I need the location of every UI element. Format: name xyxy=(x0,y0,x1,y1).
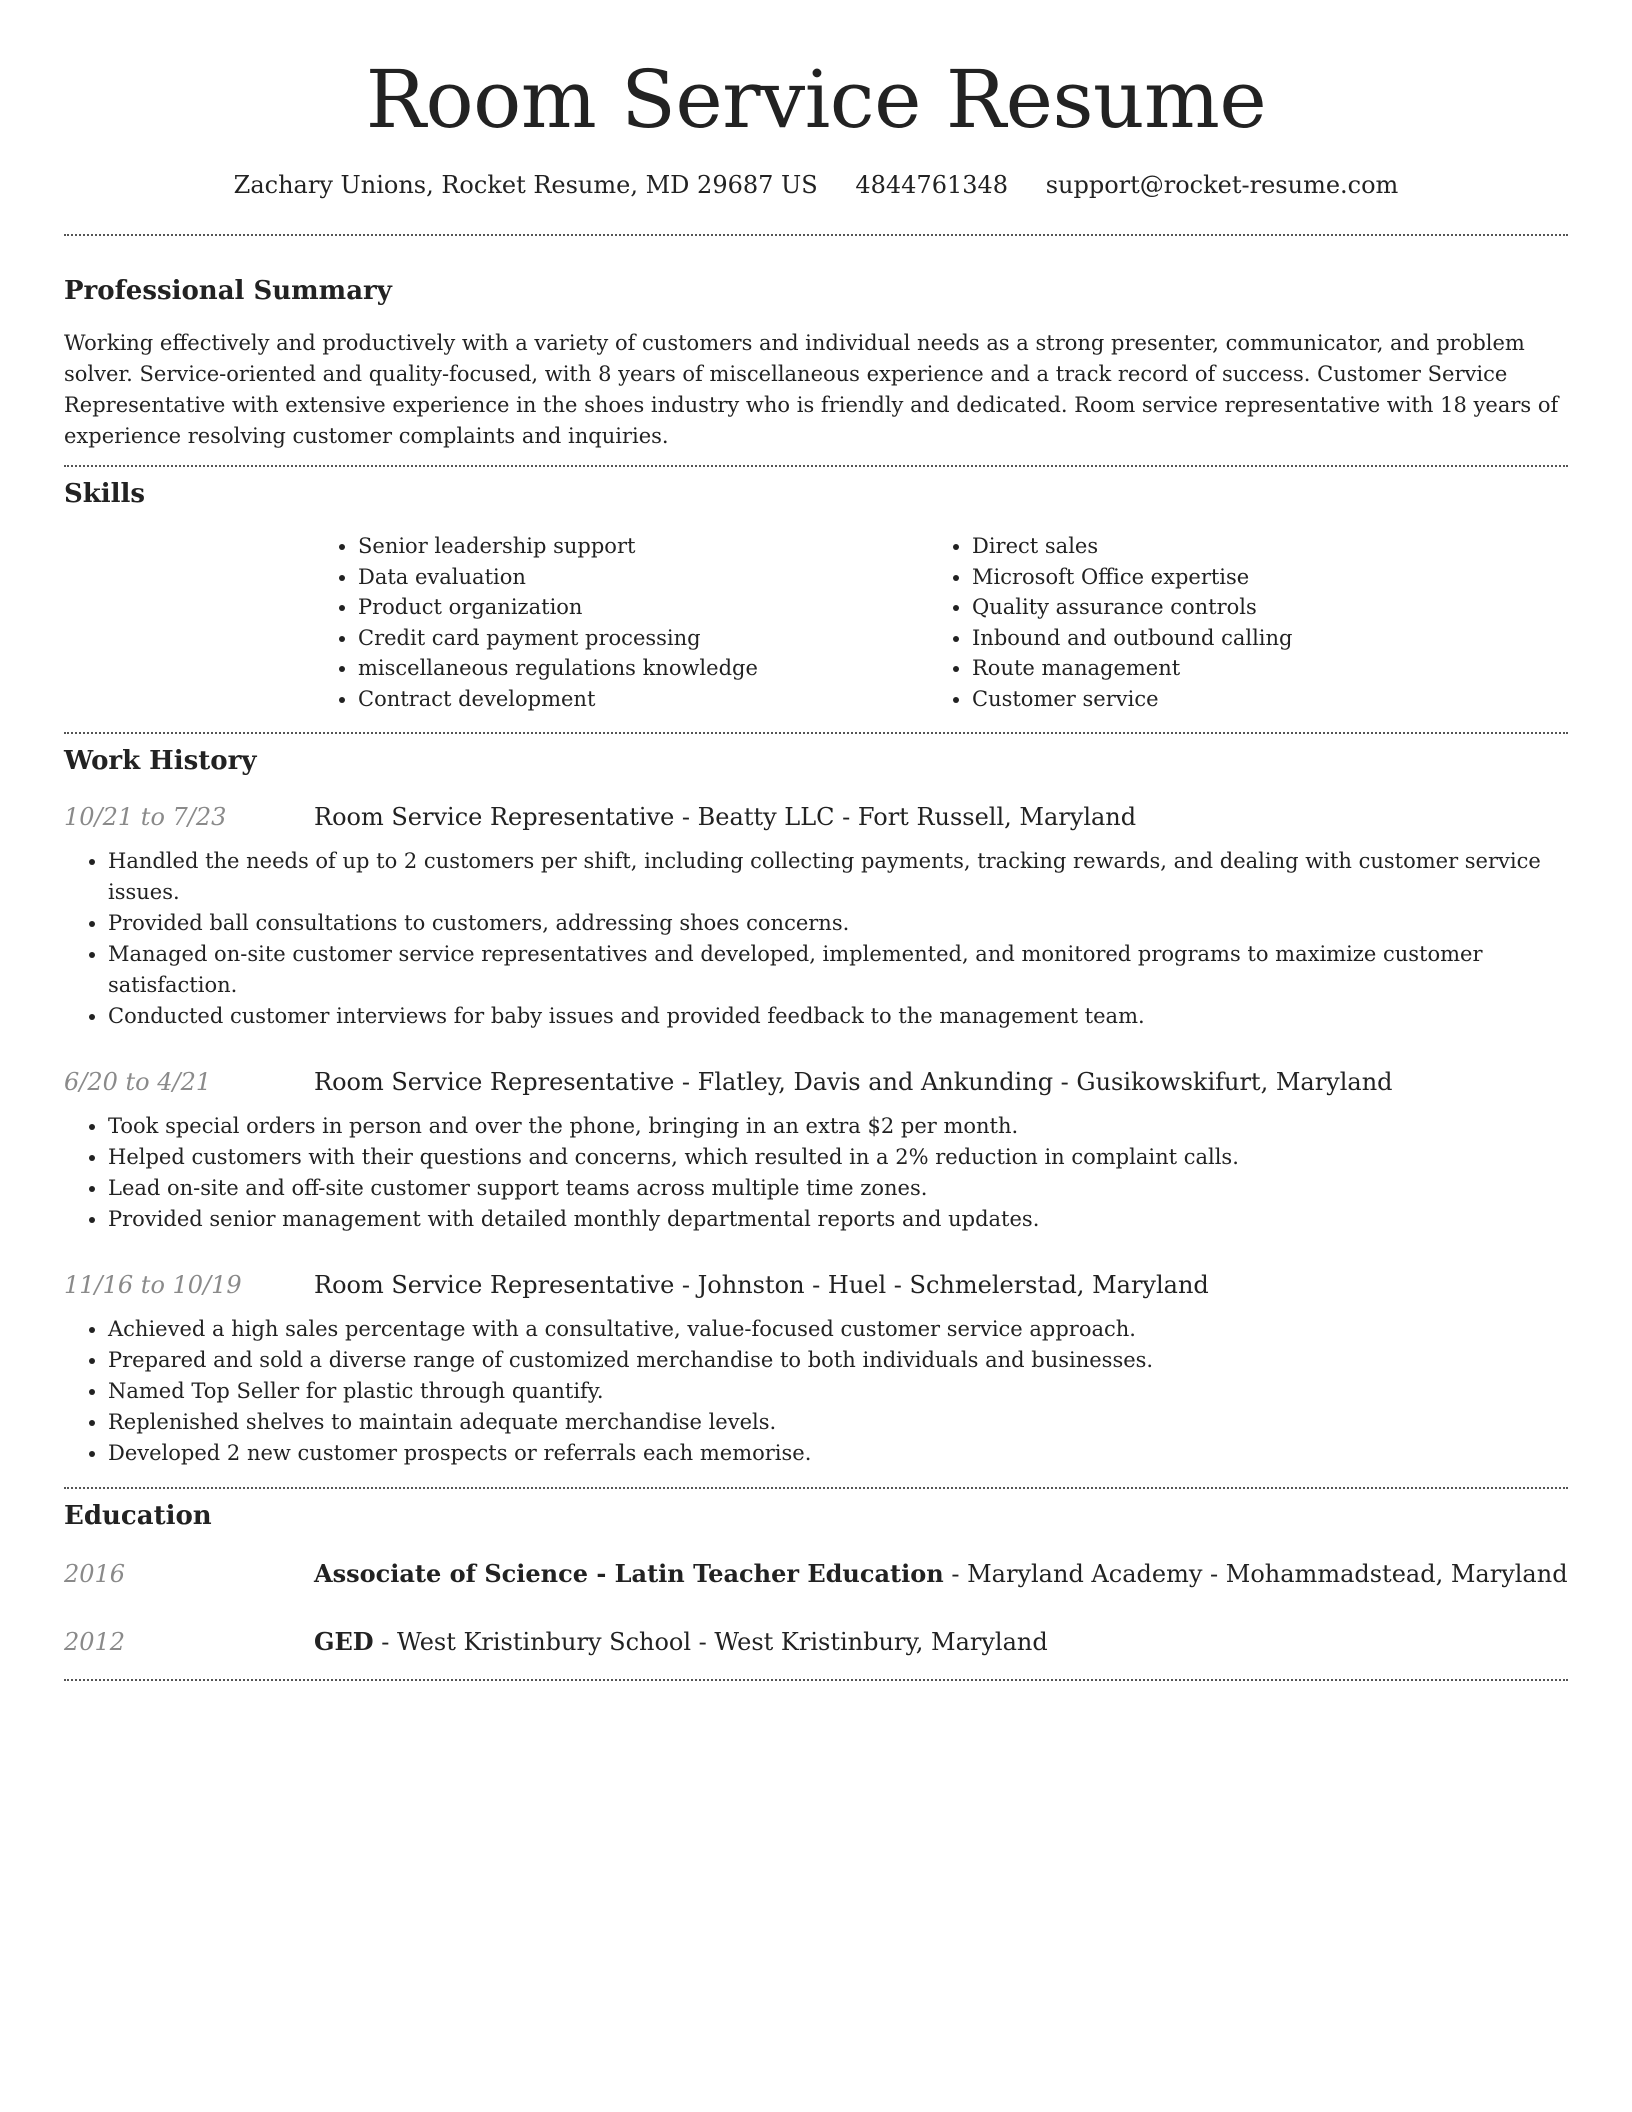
education-entry xyxy=(64,1557,1568,1591)
job-bullet: • Took special orders in person and over the phone, bringing in an extra $2 per month. xyxy=(108,1111,1568,1142)
job-entry xyxy=(64,1065,1568,1235)
resume-title: Room Service Resume xyxy=(365,53,1267,146)
education-heading: Education xyxy=(64,1501,212,1531)
job-bullet: • Provided senior management with detailed monthly departmental reports and updates. xyxy=(108,1204,1568,1235)
job-dates: 10/21 to 7/23 xyxy=(64,803,227,831)
job-dates: 11/16 to 10/19 xyxy=(64,1271,242,1299)
contact-phone: 4844761348 xyxy=(855,171,1009,199)
job-bullet: • Handled the needs of up to 2 customers per shift, including collecting payments, tracking rewards, and dealing with customer service issues. xyxy=(108,846,1568,908)
skill-item: • Route management xyxy=(972,653,1542,684)
skill-item: • miscellaneous regulations knowledge xyxy=(358,653,928,684)
divider xyxy=(64,732,1568,734)
job-bullet: • Managed on-site customer service representatives and developed, implemented, and monitored programs to maximize customer satisfaction. xyxy=(108,939,1568,1001)
job-bullet: • Replenished shelves to maintain adequate merchandise levels. xyxy=(108,1407,1568,1438)
skill-item: • Credit card payment processing xyxy=(358,623,928,654)
divider xyxy=(64,465,1568,467)
job-bullet: • Lead on-site and off-site customer support teams across multiple time zones. xyxy=(108,1173,1568,1204)
job-entry xyxy=(64,1268,1568,1469)
divider xyxy=(64,1487,1568,1489)
education-entry xyxy=(64,1625,1568,1659)
work-section xyxy=(64,744,1568,1469)
skill-item: • Inbound and outbound calling xyxy=(972,623,1542,654)
summary-heading: Professional Summary xyxy=(64,276,392,306)
job-bullet: • Helped customers with their questions and concerns, which resulted in a 2% reduction in complaint calls. xyxy=(108,1142,1568,1173)
education-year: 2016 xyxy=(64,1560,126,1588)
summary-text: Working effectively and productively with a variety of customers and individual needs as a strong presenter, communicator, and problem solver. Service-oriented and quality-focused, with 8 years of miscellaneous experience and a track record of success. Customer Service Representative with extensive experience in the shoes industry who is friendly and dedicated. Room service representative with 18 years of experience resolving customer complaints and inquiries. xyxy=(64,331,1559,448)
skills-column-right xyxy=(928,531,1542,714)
contact-email[interactable]: support@rocket-resume.com xyxy=(1045,171,1399,199)
contact-line xyxy=(64,168,1568,202)
skills-list xyxy=(314,531,1568,714)
skill-item: • Data evaluation xyxy=(358,562,928,593)
skills-section xyxy=(64,477,1568,714)
skill-item: • Contract development xyxy=(358,684,928,715)
job-bullet: • Named Top Seller for plastic through quantify. xyxy=(108,1376,1568,1407)
job-bullet: • Provided ball consultations to customers, addressing shoes concerns. xyxy=(108,908,1568,939)
skills-heading: Skills xyxy=(64,479,146,509)
education-year: 2012 xyxy=(64,1628,126,1656)
summary-section xyxy=(64,274,1568,452)
job-bullet: • Developed 2 new customer prospects or referrals each memorise. xyxy=(108,1438,1568,1469)
education-school: - Maryland Academy - Mohammadstead, Maryland xyxy=(943,1560,1568,1588)
skill-item: • Senior leadership support xyxy=(358,531,928,562)
job-bullet: • Conducted customer interviews for baby issues and provided feedback to the management team. xyxy=(108,1001,1568,1032)
education-degree: GED xyxy=(314,1627,374,1656)
job-bullets xyxy=(64,1111,1568,1235)
job-title: Room Service Representative - Beatty LLC - Fort Russell, Maryland xyxy=(314,803,1137,831)
resume-page xyxy=(64,0,1568,1681)
education-section xyxy=(64,1499,1568,1659)
job-entry xyxy=(64,800,1568,1032)
work-heading: Work History xyxy=(64,746,257,776)
contact-address: Zachary Unions, Rocket Resume, MD 29687 US xyxy=(233,171,818,199)
skill-item: • Direct sales xyxy=(972,531,1542,562)
divider xyxy=(64,1679,1568,1681)
education-degree: Associate of Science - Latin Teacher Education xyxy=(314,1559,944,1588)
job-bullet: • Prepared and sold a diverse range of customized merchandise to both individuals and businesses. xyxy=(108,1345,1568,1376)
job-bullets xyxy=(64,1314,1568,1469)
skill-item: • Quality assurance controls xyxy=(972,592,1542,623)
job-title: Room Service Representative - Flatley, Davis and Ankunding - Gusikowskifurt, Maryland xyxy=(314,1068,1393,1096)
job-bullet: • Achieved a high sales percentage with a consultative, value-focused customer service approach. xyxy=(108,1314,1568,1345)
skill-item: • Product organization xyxy=(358,592,928,623)
skill-item: • Customer service xyxy=(972,684,1542,715)
job-title: Room Service Representative - Johnston - Huel - Schmelerstad, Maryland xyxy=(314,1271,1209,1299)
job-bullets xyxy=(64,846,1568,1032)
skills-column-left xyxy=(314,531,928,714)
education-school: - West Kristinbury School - West Kristinbury, Maryland xyxy=(373,1628,1048,1656)
divider xyxy=(64,234,1568,236)
skill-item: • Microsoft Office expertise xyxy=(972,562,1542,593)
job-dates: 6/20 to 4/21 xyxy=(64,1068,212,1096)
